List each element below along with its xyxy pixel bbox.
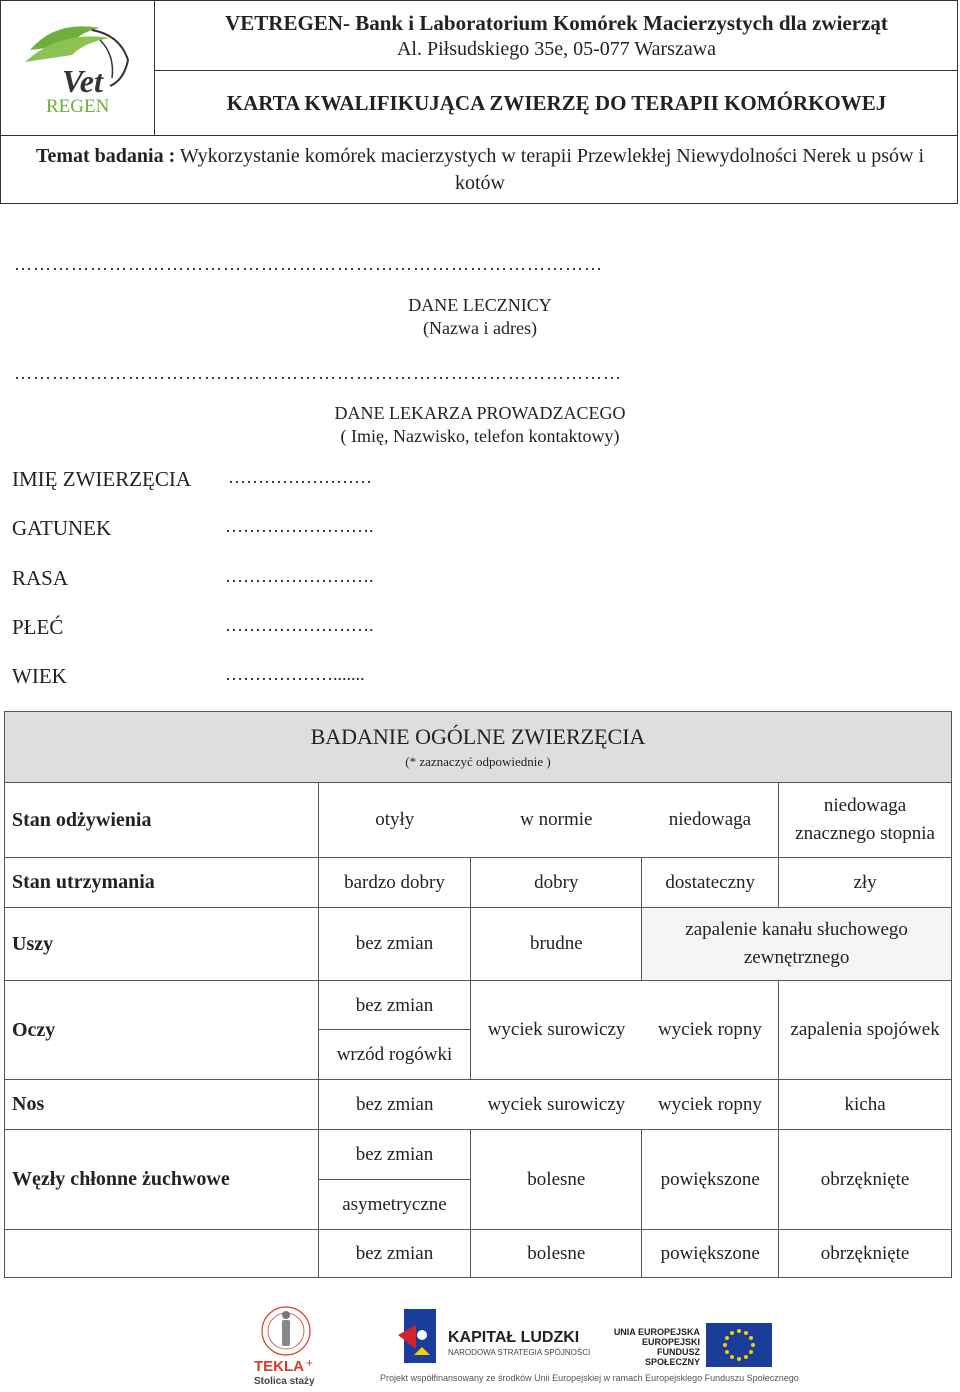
- option-cell[interactable]: otyły: [318, 783, 471, 858]
- option-cell[interactable]: wyciek ropny: [642, 981, 779, 1080]
- kl-title: KAPITAŁ LUDZKI: [448, 1329, 580, 1346]
- species-dots[interactable]: …………………….: [225, 516, 374, 536]
- table-row: [5, 1230, 952, 1278]
- breed-label: RASA: [12, 566, 69, 590]
- svg-text:REGEN: REGEN: [46, 96, 110, 117]
- option-cell[interactable]: zły: [779, 858, 952, 908]
- option-cell[interactable]: bardzo dobry: [318, 858, 471, 908]
- eu-sub1: EUROPEJSKI: [641, 1337, 700, 1347]
- kl-subtitle: NARODOWA STRATEGIA SPÓJNOŚCI: [448, 1348, 591, 1357]
- svg-text:+: +: [306, 1356, 314, 1370]
- tekla-emblem: [252, 1303, 324, 1387]
- option-cell[interactable]: brudne: [471, 908, 642, 981]
- kapital-ludzki-emblem: [396, 1305, 442, 1367]
- header-divider: [155, 70, 958, 71]
- row-label-maintenance: Stan utrzymania: [5, 858, 319, 908]
- breed-dots[interactable]: …………………….: [225, 566, 374, 586]
- option-cell[interactable]: bez zmian: [318, 908, 471, 981]
- option-cell[interactable]: dostateczny: [642, 858, 779, 908]
- table-row: [5, 981, 952, 1080]
- row-label-nutrition: Stan odżywienia: [5, 783, 319, 858]
- option-cell[interactable]: bez zmian: [355, 1144, 434, 1165]
- table-row: [5, 908, 952, 981]
- logo-cell: [0, 0, 155, 135]
- row-label-ears: Uszy: [5, 908, 319, 981]
- row-label-eyes: Oczy: [5, 981, 319, 1080]
- table-row: [5, 1080, 952, 1130]
- row-label-nose: Nos: [5, 1080, 319, 1130]
- header-divider: [0, 135, 958, 136]
- sex-dots[interactable]: …………………….: [225, 615, 374, 635]
- footer-note: Projekt współfinansowany ze środków Unii Europejskiej w ramach Europejskiego Funduszu Społecznego: [380, 1373, 799, 1383]
- doctor-sublabel: ( Imię, Nazwisko, telefon kontaktowy): [340, 426, 620, 446]
- topic-text: Wykorzystanie komórek macierzystych w terapii Przewlekłej Niewydolności Nerek u psów i kotów: [175, 145, 925, 194]
- option-cell[interactable]: bolesne: [471, 1130, 642, 1230]
- svg-text:TEKLA: TEKLA: [254, 1358, 304, 1375]
- option-cell[interactable]: w normie: [471, 783, 642, 858]
- tekla-logo: [252, 1303, 324, 1387]
- eu-flag-icon: [706, 1323, 772, 1367]
- topic-label: Temat badania :: [35, 145, 176, 167]
- option-cell[interactable]: kicha: [779, 1080, 952, 1130]
- svg-text:Vet: Vet: [62, 63, 103, 99]
- species-label: GATUNEK: [12, 516, 112, 540]
- eu-title: UNIA EUROPEJSKA: [613, 1327, 700, 1337]
- option-cell[interactable]: wyciek surowiczy: [471, 981, 642, 1080]
- exam-subtitle: (* zaznaczyć odpowiednie ): [405, 754, 551, 769]
- exam-header: [5, 712, 952, 783]
- age-dots[interactable]: ……………….......: [225, 664, 365, 684]
- option-cell[interactable]: wyciek surowiczy: [471, 1080, 642, 1130]
- option-cell[interactable]: bolesne: [471, 1230, 642, 1278]
- option-cell-split: [318, 981, 471, 1080]
- row-label-lymph: Węzły chłonne żuchwowe: [5, 1130, 319, 1230]
- option-cell-split: [318, 1130, 471, 1230]
- option-cell[interactable]: zapalenia spojówek: [779, 981, 952, 1080]
- option-cell[interactable]: powiększone: [642, 1230, 779, 1278]
- topic: [10, 143, 950, 197]
- vetregen-logo: [0, 0, 155, 135]
- option-cell[interactable]: dobry: [471, 858, 642, 908]
- animal-name-dots[interactable]: ……………………: [228, 467, 372, 487]
- sex-label: PŁEĆ: [12, 615, 64, 639]
- eu-sub2: FUNDUSZ SPOŁECZNY: [644, 1347, 700, 1367]
- table-row: [5, 783, 952, 858]
- option-cell[interactable]: zapalenie kanału słuchowego zewnętrznego: [642, 908, 952, 981]
- option-cell[interactable]: bez zmian: [318, 1230, 471, 1278]
- animal-name-label: IMIĘ ZWIERZĘCIA: [12, 467, 192, 491]
- option-cell[interactable]: obrzęknięte: [779, 1230, 952, 1278]
- exam-title: BADANIE OGÓLNE ZWIERZĘCIA: [310, 724, 646, 749]
- table-row: [5, 712, 952, 783]
- age-label: WIEK: [12, 664, 67, 688]
- clinic-label: DANE LECZNICY: [408, 295, 552, 315]
- option-cell[interactable]: wrzód rogówki: [319, 1029, 471, 1079]
- option-cell[interactable]: niedowaga znacznego stopnia: [779, 783, 952, 858]
- option-cell[interactable]: obrzęknięte: [779, 1130, 952, 1230]
- option-cell[interactable]: wyciek ropny: [642, 1080, 779, 1130]
- eu-text: [612, 1327, 700, 1367]
- option-cell[interactable]: bez zmian: [318, 1080, 471, 1130]
- exam-table: [4, 711, 952, 1278]
- institution-title: VETREGEN- Bank i Laboratorium Komórek Macierzystych dla zwierząt: [225, 11, 888, 35]
- doctor-label: DANE LEKARZA PROWADZACEGO: [334, 403, 626, 423]
- option-cell[interactable]: bez zmian: [355, 994, 434, 1016]
- option-cell[interactable]: asymetryczne: [319, 1179, 471, 1229]
- institution-address: Al. Piłsudskiego 35e, 05-077 Warszawa: [396, 38, 717, 60]
- svg-text:Stolica staży: Stolica staży: [254, 1376, 315, 1387]
- table-row: [5, 858, 952, 908]
- option-cell[interactable]: niedowaga: [642, 783, 779, 858]
- doctor-dots[interactable]: ……………………………………………………………………………………: [14, 363, 622, 383]
- table-row: [5, 1130, 952, 1230]
- card-title: KARTA KWALIFIKUJĄCA ZWIERZĘ DO TERAPII KOMÓRKOWEJ: [226, 91, 887, 115]
- row-label-last: [5, 1230, 319, 1278]
- option-cell[interactable]: powiększone: [642, 1130, 779, 1230]
- clinic-sublabel: (Nazwa i adres): [423, 318, 537, 338]
- clinic-dots[interactable]: …………………………………………………………………………………: [14, 254, 603, 274]
